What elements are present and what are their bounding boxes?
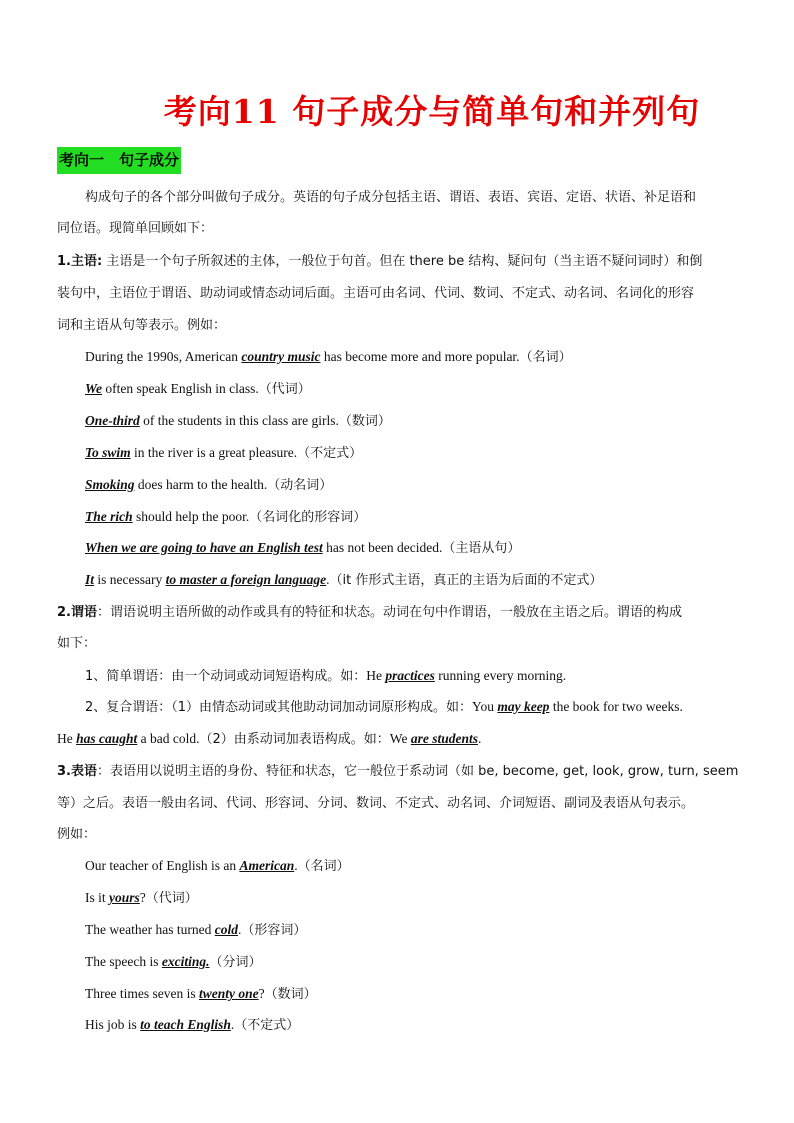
predicative-example: Three times seven is twenty one?（数词）	[85, 986, 317, 1002]
page-title: 考向11 句子成分与简单句和并列句	[163, 92, 701, 131]
predicate-compound: 2、复合谓语：（1）由情态动词或其他助动词加动词原形构成。如：You may keep the book for two weeks.	[85, 699, 683, 715]
subject-example: To swim in the river is a great pleasure.（不定式）	[85, 445, 363, 461]
predicative-line-1: 3.表语：表语用以说明主语的身份、特征和状态，它一般位于系动词（如 be, become, get, look, grow, turn, seem	[57, 764, 739, 779]
subject-example: Smoking does harm to the health.（动名词）	[85, 477, 333, 493]
section-heading: 考向一 句子成分	[57, 147, 181, 174]
predicate-compound-2: He has caught a bad cold.（2）由系动词加表语构成。如：We are students.	[57, 731, 482, 747]
predicate-line-2: 如下：	[57, 636, 97, 651]
predicative-label: 3.表语	[57, 764, 97, 779]
subject-label: 1.主语:	[57, 254, 103, 269]
intro-line-1: 构成句子的各个部分叫做句子成分。英语的句子成分包括主语、谓语、表语、宾语、定语、状语、补足语和	[85, 190, 697, 205]
subject-line-1	[57, 252, 737, 272]
subject-text: 主语是一个句子所叙述的主体，一般位于句首。但在 there be 结构、疑问句（当主语不疑问词时）和倒	[102, 254, 703, 269]
subject-example: When we are going to have an English test has not been decided.（主语从句）	[85, 540, 521, 556]
predicative-line-3: 例如：	[57, 827, 97, 842]
predicative-example: The speech is exciting.（分词）	[85, 954, 262, 970]
subject-example: During the 1990s, American country music has become more and more popular.（名词）	[85, 349, 572, 365]
subject-example: The rich should help the poor.（名词化的形容词）	[85, 509, 367, 525]
predicate-line-1: 2.谓语：谓语说明主语所做的动作或具有的特征和状态。动词在句中作谓语，一般放在主语之后。谓语的构成	[57, 605, 682, 620]
predicative-example: His job is to teach English.（不定式）	[85, 1017, 300, 1033]
intro-line-2: 同位语。现简单回顾如下：	[57, 221, 214, 236]
subject-example: One-third of the students in this class are girls.（数词）	[85, 413, 391, 429]
predicative-example: Our teacher of English is an American.（名词）	[85, 858, 350, 874]
predicative-line-2: 等）之后。表语一般由名词、代词、形容词、分词、数词、不定式、动名词、介词短语、副词及表语从句表示。	[57, 796, 695, 811]
predicate-simple: 1、简单谓语：由一个动词或动词短语构成。如：He practices running every morning.	[85, 668, 567, 684]
predicative-example: Is it yours?（代词）	[85, 890, 198, 906]
subject-line-2: 装句中，主语位于谓语、助动词或情态动词后面。主语可由名词、代词、数词、不定式、动名词、名词化的形容	[57, 286, 695, 301]
subject-it-example: It is necessary to master a foreign language.（it 作形式主语，真正的主语为后面的不定式）	[85, 572, 603, 588]
subject-line-3: 词和主语从句等表示。例如：	[57, 318, 227, 333]
subject-example: We often speak English in class.（代词）	[85, 381, 311, 397]
predicate-label: 2.谓语	[57, 605, 97, 620]
predicative-example: The weather has turned cold.（形容词）	[85, 922, 307, 938]
